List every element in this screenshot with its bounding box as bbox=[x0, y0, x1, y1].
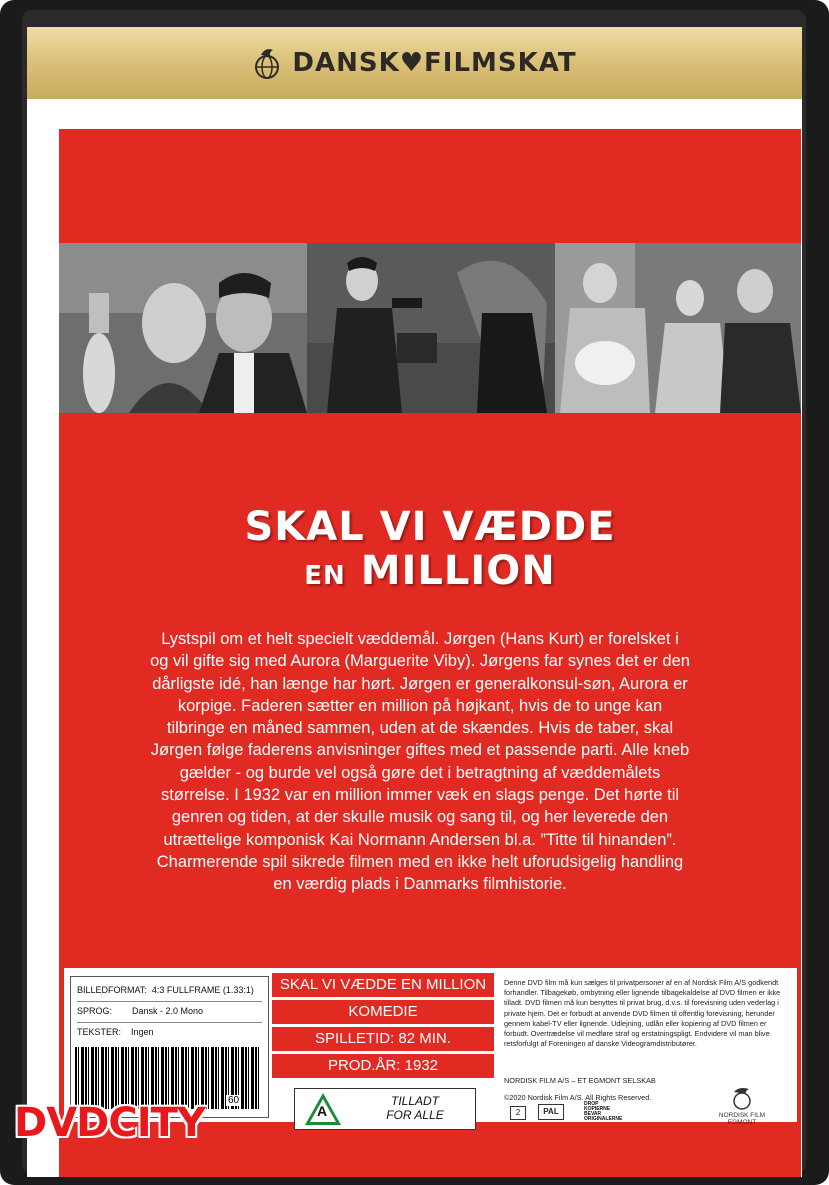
title-info-column bbox=[272, 973, 494, 1081]
dvdcity-watermark: DVDCITY bbox=[14, 1100, 205, 1146]
spec-subs-value: Ingen bbox=[131, 1027, 154, 1037]
header-band bbox=[27, 27, 802, 99]
legal-copyright: ©2020 Nordisk Film A/S. All Rights Reserved. bbox=[504, 1093, 652, 1102]
spec-language-value: Dansk - 2.0 Mono bbox=[132, 1006, 204, 1016]
spec-language bbox=[77, 1006, 203, 1016]
drop-badge bbox=[584, 1102, 622, 1122]
barcode-digits: 60 bbox=[228, 1095, 240, 1106]
info-genre: KOMEDIE bbox=[272, 1000, 494, 1024]
polar-bear-globe-icon bbox=[729, 1086, 755, 1110]
legal-text: Denne DVD film må kun sælges til privatpersoner af en af Nordisk Film A/S godkendt forhandler. Tilbagekøb, ombytning eller lignende tilbagekaldelse af DVD filmen er ikke tilladt. DVD filmen må kun benyttes til privat brug, d.v.s. til forevisning uden vederlag i private hjem. Det er forbudt at anvende DVD filmen til offentlig forevisning, herunder gennem kabel-TV eller lignende. Udlejning, udlån eller kopiering af DVD filmen er forbudt. Overtrædelse vil medføre straf og erstatningspligt. Endvidere vil man blive retsforfulgt af Foreningen af danske Videogramdistributører. bbox=[504, 978, 781, 1049]
legal-company: NORDISK FILM A/S – ET EGMONT SELSKAB bbox=[504, 1076, 656, 1085]
info-year: PROD.ÅR: 1932 bbox=[272, 1054, 494, 1078]
movie-title bbox=[180, 505, 680, 598]
photo-strip bbox=[59, 243, 801, 413]
age-rating bbox=[294, 1088, 476, 1130]
drop-line-2: KOPIERNE bbox=[584, 1106, 611, 1112]
still-photo-1 bbox=[59, 243, 307, 413]
brand bbox=[27, 27, 802, 99]
title-line-2-main: MILLION bbox=[360, 548, 556, 594]
region-badge: 2 bbox=[510, 1106, 526, 1120]
spec-format bbox=[77, 985, 254, 995]
still-photo-2 bbox=[307, 243, 555, 413]
drop-line-1: DROP bbox=[584, 1101, 599, 1107]
title-line-2-prefix: EN bbox=[304, 561, 346, 591]
spec-subs-label: TEKSTER: bbox=[77, 1027, 122, 1037]
spec-language-label: SPROG: bbox=[77, 1006, 113, 1016]
drop-line-3: BEVAR bbox=[584, 1111, 602, 1117]
spec-subtitles bbox=[77, 1027, 154, 1037]
spec-divider bbox=[77, 1001, 262, 1002]
rating-line-2: FOR ALLE bbox=[386, 1108, 444, 1122]
info-runtime: SPILLETID: 82 MIN. bbox=[272, 1027, 494, 1051]
still-photo-3 bbox=[555, 243, 801, 413]
nordisk-line-2: EGMONT bbox=[727, 1119, 757, 1126]
globe-logo-icon bbox=[252, 46, 282, 80]
brand-name: DANSK♥FILMSKAT bbox=[292, 48, 577, 78]
synopsis: Lystspil om et helt specielt væddemål. Jørgen (Hans Kurt) er forelsket i og vil gifte sig med Aurora (Marguerite Viby). Jørgens far synes det er den dårligste idé, han længe har hørt. Jørgen er generalkonsul-søn, Aurora er korpige. Faderen sætter en million på højkant, hvis de to unge kan tilbringe en måned sammen, uden at de skændes. Hvis de taber, skal Jørgen følge faderens anvisninger giftes med et passende parti. Alle kneb gælder - og burde vel også gøre det i betragtning af væddemålets størrelse. I 1932 var en million immer væk en slags penge. Det hørte til genren og tiden, at der skulle musik og sang til, og her leverede den utrættelige komponisk Kai Normann Andersen bl.a. ”Titte til hinanden”. Charmerende spil sikrede filmen med en ikke helt uforudsigelig handling en værdig plads i Danmarks filmhistorie. bbox=[150, 630, 690, 894]
rating-line-1: TILLADT bbox=[390, 1094, 439, 1108]
rating-text bbox=[365, 1094, 465, 1122]
info-title: SKAL VI VÆDDE EN MILLION bbox=[272, 973, 494, 997]
nordisk-line-1: NORDISK FILM bbox=[718, 1112, 766, 1119]
title-line-2 bbox=[180, 549, 680, 598]
spec-divider bbox=[77, 1022, 262, 1023]
pal-badge: PAL bbox=[538, 1104, 564, 1120]
title-line-1: SKAL VI VÆDDE bbox=[244, 504, 616, 550]
nordisk-film-logo bbox=[712, 1086, 772, 1126]
drop-line-4: ORIGINALERNE bbox=[584, 1116, 623, 1122]
info-panel bbox=[64, 968, 797, 1126]
spec-format-label: BILLEDFORMAT: bbox=[77, 985, 147, 995]
specs-box bbox=[70, 976, 269, 1118]
spec-format-value: 4:3 FULLFRAME (1.33:1) bbox=[151, 985, 254, 995]
rating-letter: A bbox=[317, 1103, 328, 1119]
